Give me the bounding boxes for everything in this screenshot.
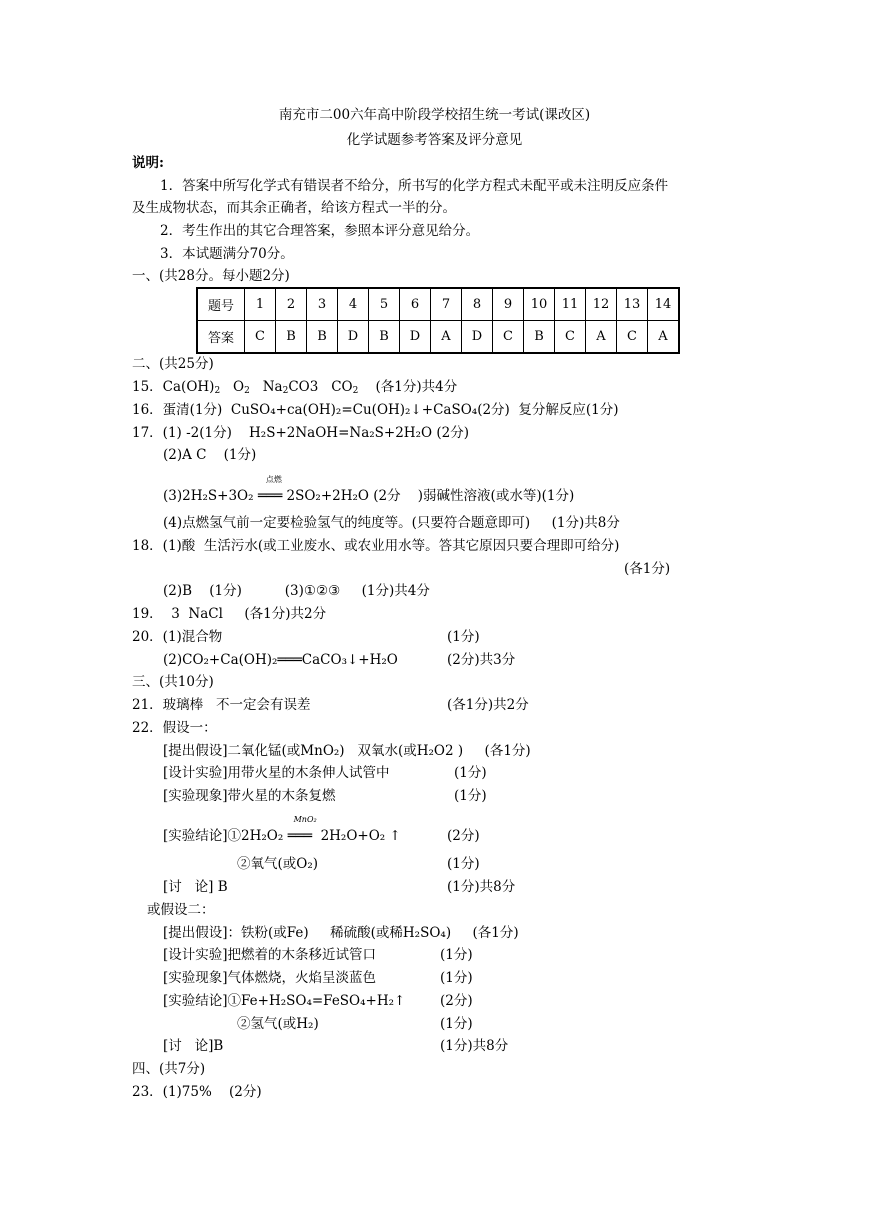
answer-17-2: (2)A C (1分)	[163, 447, 257, 463]
section-2-heading: 二、(共25分)	[132, 356, 214, 372]
question-number: 3	[307, 288, 338, 321]
answer-cell: C	[493, 321, 524, 354]
hypothesis-1-experiment: [设计实验]用带火星的木条伸人试管中	[163, 765, 390, 781]
exam-title: 南充市二00六年高中阶段学校招生统一考试(课改区)	[278, 107, 591, 123]
hypothesis-2-conclusion: [实验结论]①Fe+H₂SO₄=FeSO₄+H₂↑	[163, 993, 406, 1009]
section-1-heading: 一、(共28分。每小题2分)	[132, 268, 290, 284]
answer-cell: B	[276, 321, 307, 354]
equation-right: 2H₂O+O₂ ↑	[311, 828, 401, 844]
answer-cell: B	[369, 321, 400, 354]
reaction-arrow	[257, 475, 283, 504]
equation-right: 2SO₂+2H₂O (2分 )弱碱性溶液(或水等)(1分)	[282, 488, 575, 504]
table-header-cell: 答案	[197, 321, 245, 354]
answer-cell: A	[648, 321, 680, 354]
table-header-cell: 题号	[197, 288, 245, 321]
hypothesis-2-discussion-score: (1分)共8分	[440, 1038, 509, 1054]
hypothesis-1-discussion: [讨 论] B	[163, 879, 228, 895]
answer-cell: D	[400, 321, 431, 354]
answer-table	[196, 287, 680, 354]
answer-cell: B	[524, 321, 555, 354]
note-1-cont: 及生成物状态，而其余正确者，给该方程式一半的分。	[132, 200, 456, 216]
question-number: 6	[400, 288, 431, 321]
question-number: 7	[431, 288, 462, 321]
reaction-condition: 点燃	[265, 475, 282, 484]
answer-20-2: (2)CO₂+Ca(OH)₂═══CaCO₃↓+H₂O	[163, 652, 398, 668]
hypothesis-1-phenomenon: [实验现象]带火星的木条复燃	[163, 788, 336, 804]
question-number: 11	[555, 288, 586, 321]
answer-20-2-score: (2分)共3分	[447, 652, 516, 668]
answer-15-part: O	[220, 379, 245, 395]
answer-18-2: (2)B (1分) (3)①②③ (1分)共4分	[163, 583, 430, 599]
table-row	[197, 321, 679, 354]
question-number: 10	[524, 288, 555, 321]
equals-sign: ═══	[287, 828, 312, 844]
hypothesis-1-conclusion-2-score: (1分)	[447, 856, 480, 872]
answer-17-4: (4)点燃氢气前一定要检验氢气的纯度等。(只要符合题意即可) (1分)共8分	[163, 515, 620, 531]
question-number: 12	[586, 288, 617, 321]
answer-cell: A	[431, 321, 462, 354]
note-2: 2．考生作出的其它合理答案，参照本评分意见给分。	[160, 223, 480, 239]
answer-20-1-score: (1分)	[447, 629, 480, 645]
answer-cell: A	[586, 321, 617, 354]
subscript: 2	[282, 386, 289, 396]
subscript: 2	[352, 386, 359, 396]
answer-15-part: (各1分)共4分	[358, 379, 458, 395]
answer-key-title: 化学试题参考答案及评分意见	[346, 132, 523, 148]
subscript: 2	[214, 386, 221, 396]
hypothesis-2-experiment-score: (1分)	[440, 947, 473, 963]
note-3: 3．本试题满分70分。	[160, 246, 294, 262]
hypothesis-1-conclusion-2: ②氧气(或O₂)	[237, 856, 319, 872]
question-number: 2	[276, 288, 307, 321]
answer-cell: C	[555, 321, 586, 354]
equation-left: (3)2H₂S+3O₂	[163, 488, 258, 504]
hypothesis-2-conclusion-2-score: (1分)	[440, 1016, 473, 1032]
answer-21-score: (各1分)共2分	[447, 697, 529, 713]
hypothesis-1-conclusion-score: (2分)	[447, 828, 480, 844]
hypothesis-1-conclusion	[163, 815, 401, 844]
answer-16: 16．蛋清(1分) CuSO₄+ca(OH)₂=Cu(OH)₂↓+CaSO₄(2分) 复分解反应(1分)	[132, 402, 619, 418]
note-heading: 说明:	[132, 155, 164, 171]
hypothesis-2-proposal: [提出假设]：铁粉(或Fe) 稀硫酸(或稀H₂SO₄) (各1分)	[163, 925, 519, 941]
reaction-arrow	[287, 815, 317, 844]
equals-sign: ═══	[257, 488, 283, 504]
answer-cell: C	[245, 321, 276, 354]
answer-cell: C	[617, 321, 648, 354]
hypothesis-2-experiment: [设计实验]把燃着的木条移近试管口	[163, 947, 377, 963]
hypothesis-2-conclusion-score: (2分)	[440, 993, 473, 1009]
answer-17-1: 17．(1) -2(1分) H₂S+2NaOH=Na₂S+2H₂O (2分)	[132, 425, 469, 441]
hypothesis-1-proposal: [提出假设]二氧化锰(或MnO₂) 双氧水(或H₂O2 ) (各1分)	[163, 743, 531, 759]
section-4-heading: 四、(共7分)	[132, 1061, 206, 1077]
question-number: 14	[648, 288, 680, 321]
answer-15-part: CO3 CO	[288, 379, 353, 395]
answer-23: 23．(1)75% (2分)	[132, 1084, 262, 1100]
hypothesis-2-phenomenon: [实验现象]气体燃烧，火焰呈淡蓝色	[163, 970, 377, 986]
answer-15-part: Na	[249, 379, 283, 395]
table-row	[197, 288, 679, 321]
question-number: 13	[617, 288, 648, 321]
answer-20-1: 20．(1)混合物	[132, 629, 223, 645]
hypothesis-1-experiment-score: (1分)	[454, 765, 487, 781]
note-1: 1．答案中所写化学式有错误者不给分，所书写的化学方程式未配平或未注明反应条件	[160, 178, 669, 194]
answer-cell: B	[307, 321, 338, 354]
alternative-hypothesis-heading: 或假设二：	[147, 902, 215, 918]
answer-19: 19． 3 NaCl (各1分)共2分	[132, 606, 327, 622]
hypothesis-1-discussion-score: (1分)共8分	[447, 879, 516, 895]
answer-22-heading: 22．假设一：	[132, 720, 217, 736]
hypothesis-2-discussion: [讨 论]B	[163, 1038, 224, 1054]
equation-left: [实验结论]①2H₂O₂	[163, 828, 288, 844]
subscript: 2	[244, 386, 250, 396]
answer-17-3	[163, 475, 575, 504]
answer-21: 21．玻璃棒 不一定会有误差	[132, 697, 311, 713]
answer-18-1: 18．(1)酸 生活污水(或工业废水、或农业用水等。答其它原因只要合理即可给分)	[132, 538, 620, 554]
answer-15-part: 15．Ca(OH)	[132, 379, 215, 395]
question-number: 9	[493, 288, 524, 321]
answer-18-score: (各1分)	[624, 561, 671, 577]
reaction-condition: MnO₂	[293, 815, 317, 824]
section-3-heading: 三、(共10分)	[132, 674, 214, 690]
question-number: 8	[462, 288, 493, 321]
question-number: 1	[245, 288, 276, 321]
answer-cell: D	[338, 321, 369, 354]
question-number: 5	[369, 288, 400, 321]
hypothesis-2-conclusion-2: ②氢气(或H₂)	[237, 1016, 319, 1032]
answer-15	[132, 379, 457, 397]
hypothesis-2-phenomenon-score: (1分)	[440, 970, 473, 986]
question-number: 4	[338, 288, 369, 321]
answer-cell: D	[462, 321, 493, 354]
hypothesis-1-phenomenon-score: (1分)	[454, 788, 487, 804]
